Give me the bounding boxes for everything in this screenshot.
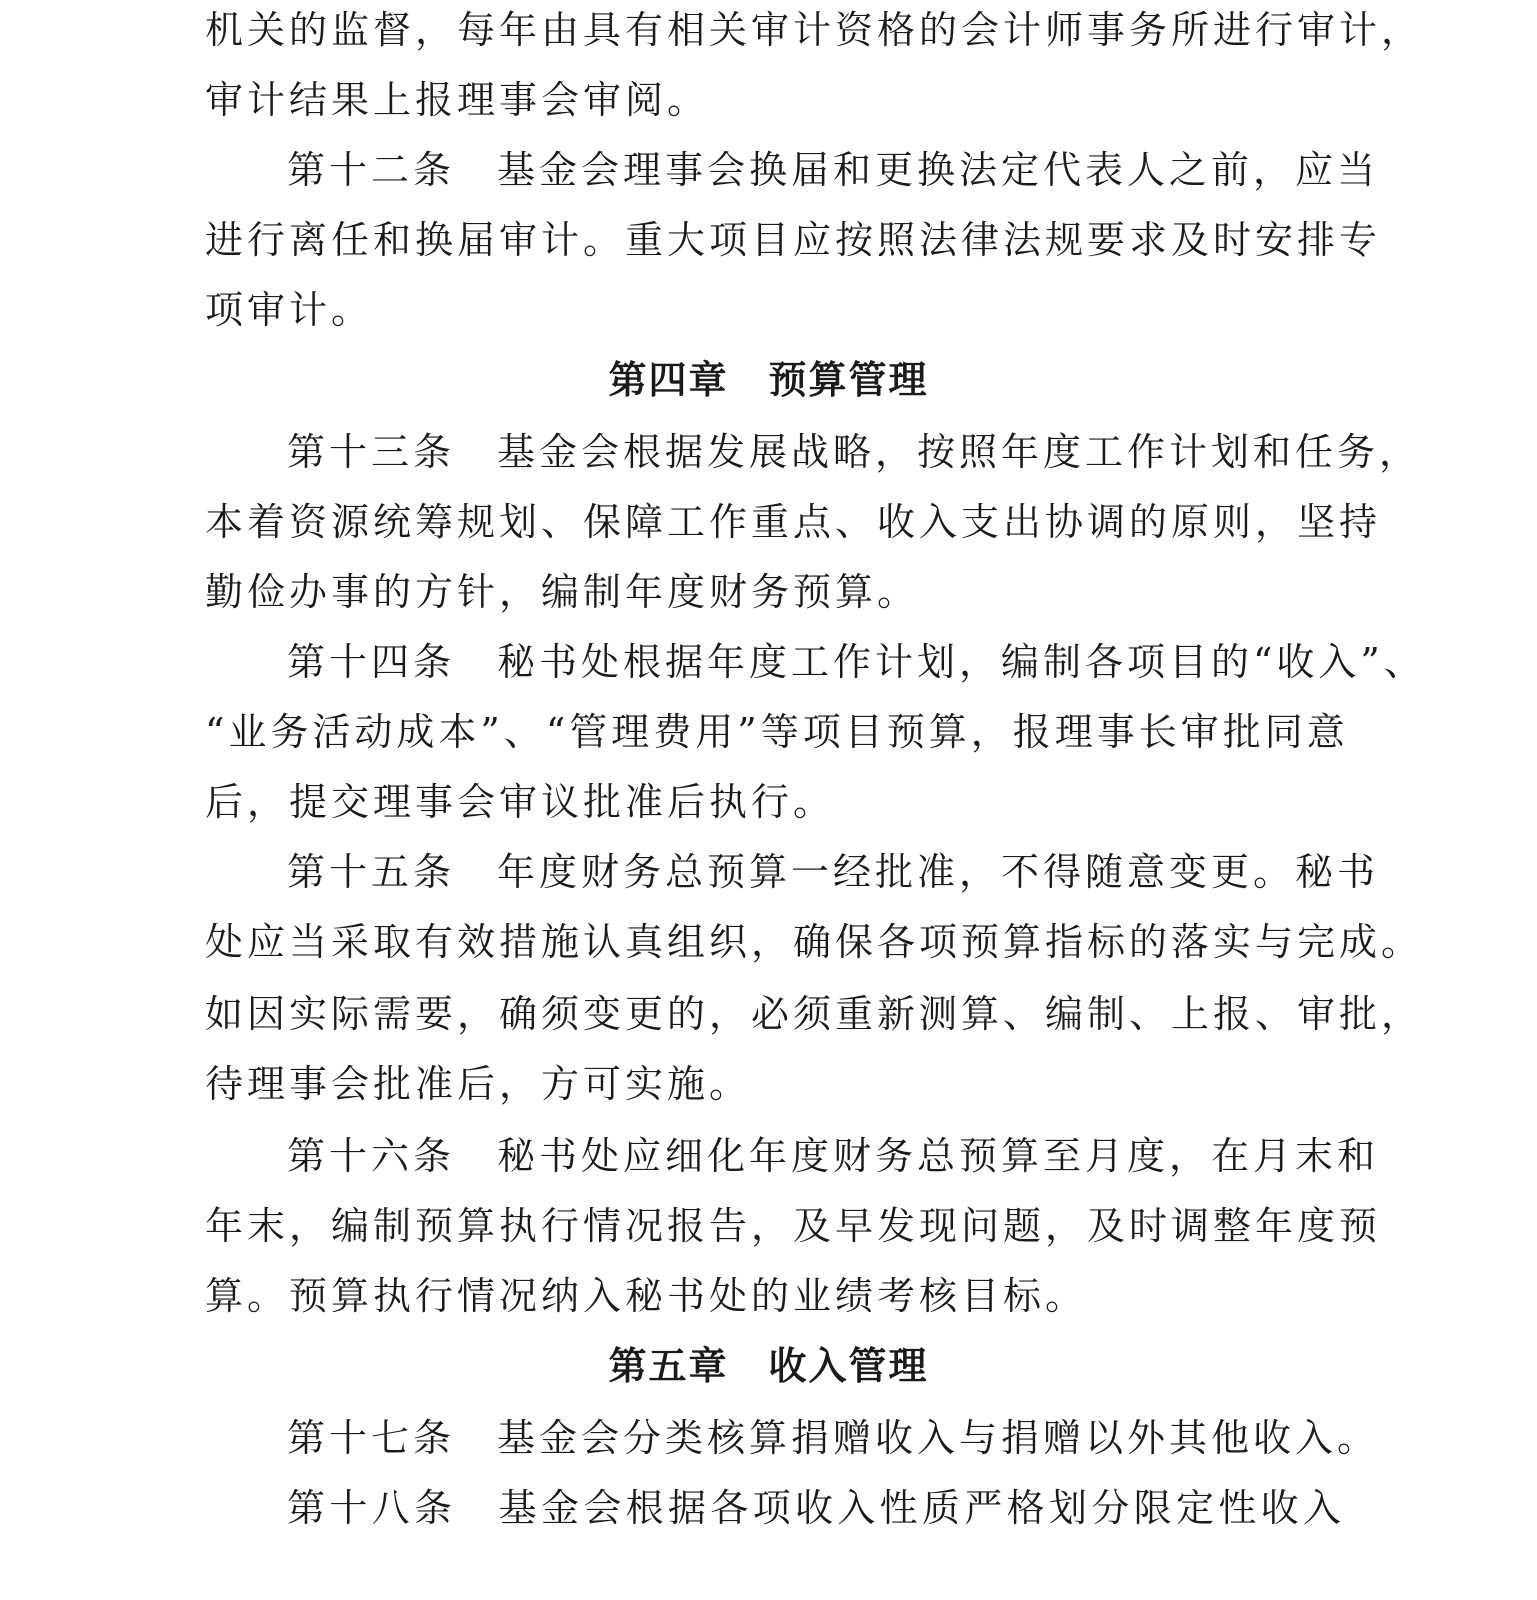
article-16-line: 第十六条 秘书处应细化年度财务总预算至月度，在月末和	[287, 1134, 1380, 1178]
article-13-line: 第十三条 基金会根据发展战略，按照年度工作计划和任务，	[287, 430, 1422, 474]
chapter-5-heading: 第五章 收入管理	[608, 1344, 929, 1388]
paragraph-line: 年末，编制预算执行情况报告，及早发现问题，及时调整年度预	[205, 1204, 1382, 1248]
paragraph-line: 进行离任和换届审计。重大项目应按照法律法规要求及时安排专	[205, 218, 1382, 262]
chapter-4-heading: 第四章 预算管理	[608, 358, 929, 402]
article-18-line: 第十八条 基金会根据各项收入性质严格划分限定性收入	[287, 1486, 1345, 1530]
paragraph-line: 如因实际需要，确须变更的，必须重新测算、编制、上报、审批，	[205, 992, 1424, 1036]
paragraph-line: 后，提交理事会审议批准后执行。	[205, 780, 836, 824]
paragraph-line: 审计结果上报理事会审阅。	[205, 78, 710, 122]
article-17-line: 第十七条 基金会分类核算捐赠收入与捐赠以外其他收入。	[287, 1416, 1380, 1460]
paragraph-line: 处应当采取有效措施认真组织，确保各项预算指标的落实与完成。	[205, 920, 1424, 964]
paragraph-line: 机关的监督，每年由具有相关审计资格的会计师事务所进行审计，	[205, 8, 1424, 52]
paragraph-line: 算。预算执行情况纳入秘书处的业绩考核目标。	[205, 1274, 1088, 1318]
paragraph-line: 项审计。	[205, 288, 374, 332]
article-14-line: 第十四条 秘书处根据年度工作计划，编制各项目的“收入”、	[287, 640, 1426, 684]
article-15-line: 第十五条 年度财务总预算一经批准，不得随意变更。秘书	[287, 850, 1380, 894]
paragraph-line: 勤俭办事的方针，编制年度财务预算。	[205, 570, 920, 614]
paragraph-line: 待理事会批准后，方可实施。	[205, 1062, 752, 1106]
paragraph-line: 本着资源统筹规划、保障工作重点、收入支出协调的原则，坚持	[205, 500, 1382, 544]
article-12-line: 第十二条 基金会理事会换届和更换法定代表人之前，应当	[287, 148, 1380, 192]
paragraph-line: “业务活动成本”、“管理费用”等项目预算，报理事长审批同意	[205, 710, 1349, 754]
